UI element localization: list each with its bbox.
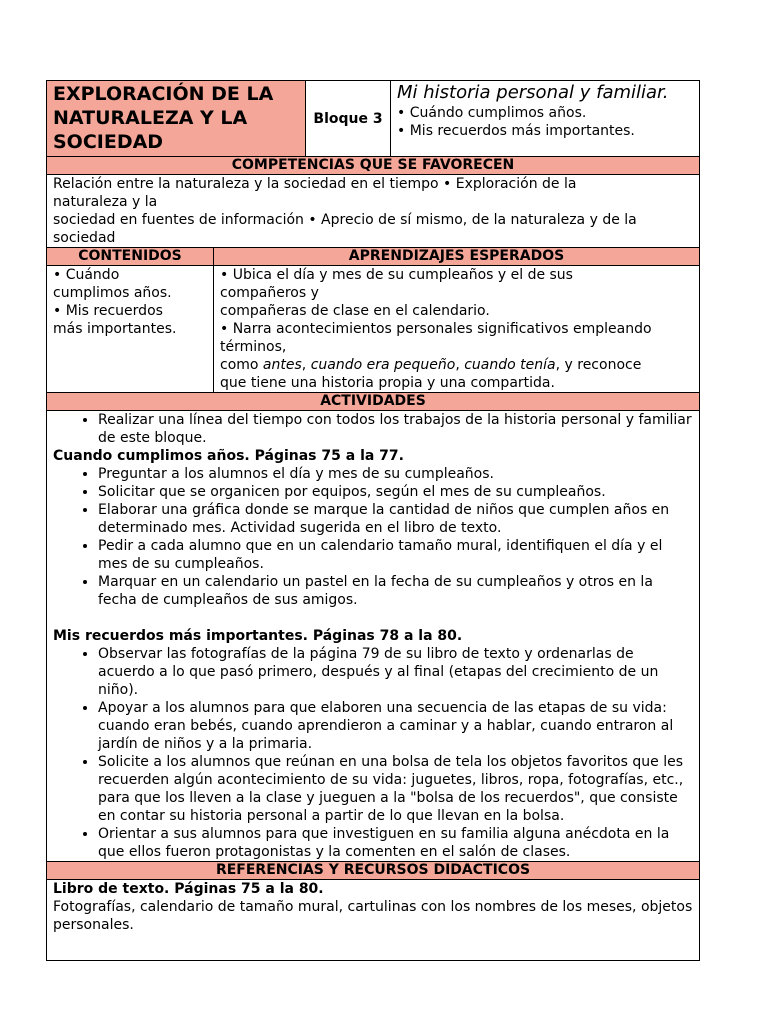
planning-sheet: [46, 80, 699, 961]
section1-title: Cuando cumplimos años. Páginas 75 a la 77.: [53, 448, 404, 464]
contenidos-line: más importantes.: [53, 321, 177, 337]
topic-item-1: • Cuándo cumplimos años.: [397, 105, 587, 121]
competencias-line: naturaleza y la: [53, 194, 158, 210]
section2-title: Mis recuerdos más importantes. Páginas 78 a la 80.: [53, 628, 463, 644]
referencias-book: Libro de texto. Páginas 75 a la 80.: [53, 881, 324, 897]
referencias-body: [47, 880, 700, 961]
section1-list: [53, 465, 693, 609]
referencias-heading: REFERENCIAS Y RECURSOS DIDACTICOS: [47, 862, 700, 880]
competencias-line: sociedad en fuentes de información • Aprecio de sí mismo, de la naturaleza y de la: [53, 212, 637, 228]
spacer: [53, 609, 693, 627]
contenidos-line: • Mis recuerdos: [53, 303, 163, 319]
aprendizajes-heading: APRENDIZAJES ESPERADOS: [214, 248, 700, 266]
aprendizajes-line: que tiene una historia propia y una compartida.: [220, 375, 555, 391]
actividades-intro-list: [53, 411, 693, 447]
section2-list: [53, 645, 693, 861]
aprendizajes-line-italic-terms: como antes, cuando era pequeño, cuando tenía, y reconoce: [220, 357, 642, 373]
list-item: • Pedir a cada alumno que en un calendario tamaño mural, identifiquen el día y el mes de su cumpleaños.: [98, 537, 693, 573]
subject-title: [47, 81, 306, 157]
contenidos-line: • Cuándo: [53, 267, 120, 283]
actividades-heading: ACTIVIDADES: [47, 393, 700, 411]
topic-cell: [391, 81, 700, 157]
competencias-heading: COMPETENCIAS QUE SE FAVORECEN: [47, 157, 700, 175]
list-item: • Solicitar que se organicen por equipos, según el mes de su cumpleaños.: [98, 483, 693, 501]
contenidos-text: [47, 266, 214, 393]
referencias-text: Fotografías, calendario de tamaño mural, cartulinas con los nombres de los meses, objetos personales.: [53, 899, 693, 933]
header-row: [47, 81, 700, 157]
list-item: • Realizar una línea del tiempo con todos los trabajos de la historia personal y familiar de este bloque.: [98, 411, 693, 447]
actividades-body: [47, 411, 700, 862]
aprendizajes-line: términos,: [220, 339, 287, 355]
list-item: • Observar las fotografías de la página 79 de su libro de texto y ordenarlas de acuerdo a lo que pasó primero, después y al final (etapas del crecimiento de un niño).: [98, 645, 693, 699]
topic-title: Mi historia personal y familiar.: [397, 82, 669, 103]
list-item: • Solicite a los alumnos que reúnan en una bolsa de tela los objetos favoritos que les recuerden algún acontecimiento de su vida: juguetes, libros, ropa, fotografías, etc., para que los lleven a la clase y jueguen a la "bolsa de los recuerdos", que consiste en contar su historia personal a partir de lo que llevan en la bolsa.: [98, 753, 693, 825]
list-item: • Preguntar a los alumnos el día y mes de su cumpleaños.: [98, 465, 693, 483]
subject-line-3: SOCIEDAD: [53, 131, 164, 153]
topic-item-2: • Mis recuerdos más importantes.: [397, 123, 635, 139]
contenidos-line: cumplimos años.: [53, 285, 172, 301]
list-item: • Marquar en un calendario un pastel en la fecha de su cumpleaños y otros en la fecha de cumpleaños de sus amigos.: [98, 573, 693, 609]
list-item: • Apoyar a los alumnos para que elaboren una secuencia de las etapas de su vida: cuando eran bebés, cuando aprendieron a caminar y a hablar, cuando entraron al jardín de niños y a la primaria.: [98, 699, 693, 753]
bloque-label: Bloque 3: [306, 81, 391, 157]
list-item: • Orientar a sus alumnos para que investiguen en su familia alguna anécdota en la que ellos fueron protagonistas y la comenten en el salón de clases.: [98, 825, 693, 861]
aprendizajes-line: compañeros y: [220, 285, 319, 301]
aprendizajes-line: • Narra acontecimientos personales significativos empleando: [220, 321, 652, 337]
aprendizajes-line: compañeras de clase en el calendario.: [220, 303, 490, 319]
competencias-text: [47, 175, 700, 248]
competencias-line: Relación entre la naturaleza y la sociedad en el tiempo • Exploración de la: [53, 176, 577, 192]
list-item: • Elaborar una gráfica donde se marque la cantidad de niños que cumplen años en determinado mes. Actividad sugerida en el libro de texto.: [98, 501, 693, 537]
aprendizajes-text: [214, 266, 700, 393]
contenidos-heading: CONTENIDOS: [47, 248, 214, 266]
aprendizajes-line: • Ubica el día y mes de su cumpleaños y el de sus: [220, 267, 573, 283]
subject-line-2: NATURALEZA Y LA: [53, 107, 248, 129]
competencias-line: sociedad: [53, 230, 116, 246]
subject-line-1: EXPLORACIÓN DE LA: [53, 83, 274, 105]
planning-table: [46, 80, 700, 961]
